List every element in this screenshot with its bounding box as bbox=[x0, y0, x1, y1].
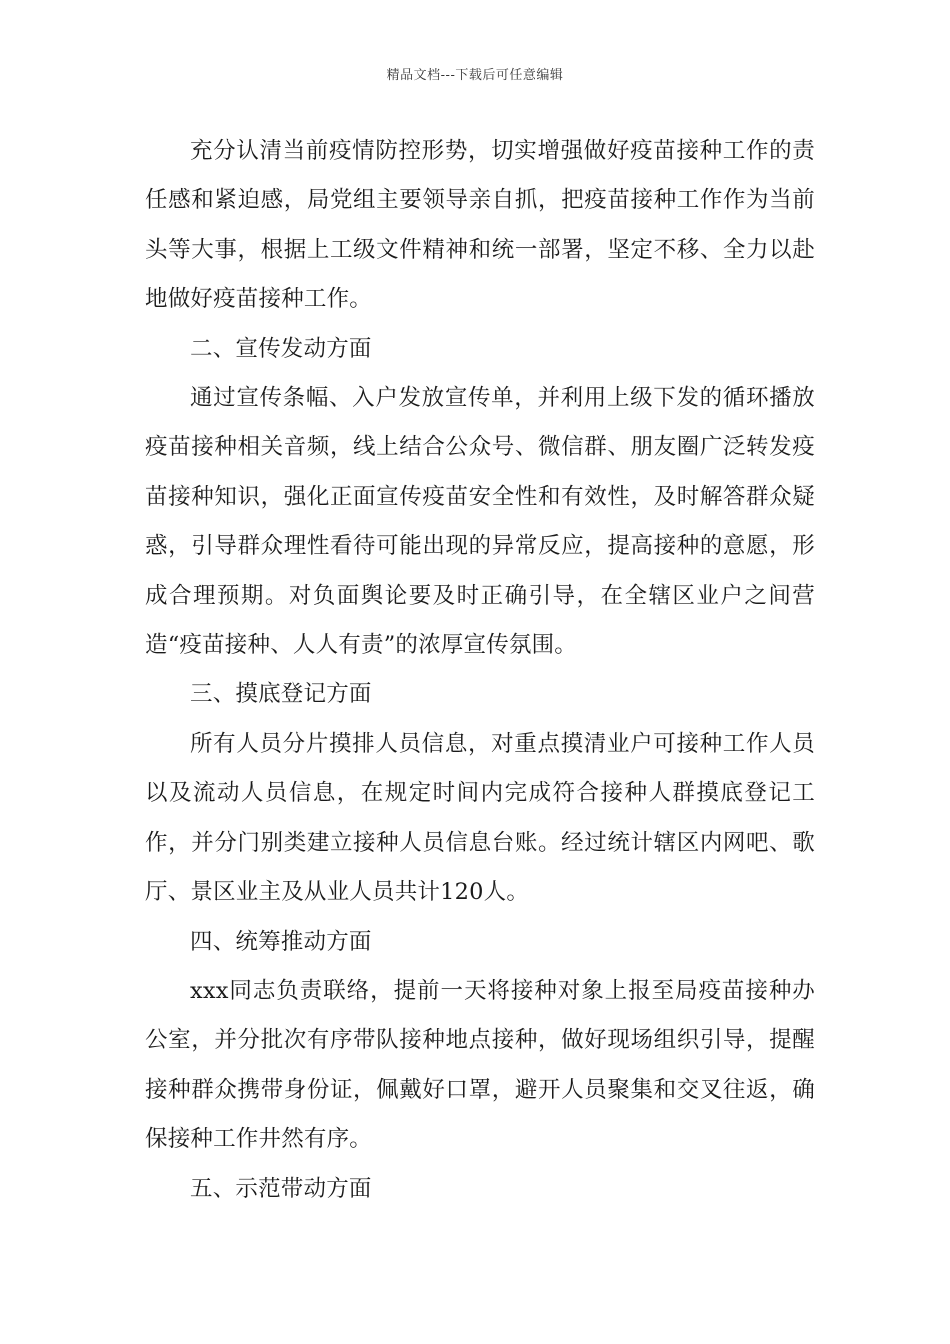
document-body bbox=[145, 127, 815, 1214]
paragraph-3: 所有人员分片摸排人员信息，对重点摸清业户可接种工作人员以及流动人员信息，在规定时间内完成符合接种人群摸底登记工作，并分门别类建立接种人员信息台账。经过统计辖区内网吧、歌厅、景区业主及从业人员共计120人。 bbox=[145, 730, 815, 906]
paragraph-1: 充分认清当前疫情防控形势，切实增强做好疫苗接种工作的责任感和紧迫感，局党组主要领导亲自抓，把疫苗接种工作作为当前头等大事，根据上工级文件精神和统一部署，坚定不移、全力以赴地做好疫苗接种工作。 bbox=[145, 138, 815, 313]
paragraph-2: 通过宣传条幅、入户发放宣传单，并利用上级下发的循环播放疫苗接种相关音频，线上结合公众号、微信群、朋友圈广泛转发疫苗接种知识，强化正面宣传疫苗安全性和有效性，及时解答群众疑惑，引导群众理性看待可能出现的异常反应，提高接种的意愿，形成合理预期。对负面舆论要及时正确引导，在全辖区业户之间营造“疫苗接种、人人有责”的浓厚宣传氛围。 bbox=[145, 385, 815, 659]
section-heading-3: 三、摸底登记方面 bbox=[190, 681, 372, 708]
section-heading-2: 二、宣传发动方面 bbox=[190, 335, 372, 362]
section-heading-4: 四、统筹推动方面 bbox=[190, 928, 372, 955]
paragraph-4: xxx同志负责联络，提前一天将接种对象上报至局疫苗接种办公室，并分批次有序带队接种地点接种，做好现场组织引导，提醒接种群众携带身份证，佩戴好口罩，避开人员聚集和交叉往返，确保接种工作井然有序。 bbox=[145, 977, 815, 1153]
section-heading-5: 五、示范带动方面 bbox=[190, 1175, 372, 1202]
page-header: 精品文档---下载后可任意编辑 bbox=[386, 68, 564, 83]
